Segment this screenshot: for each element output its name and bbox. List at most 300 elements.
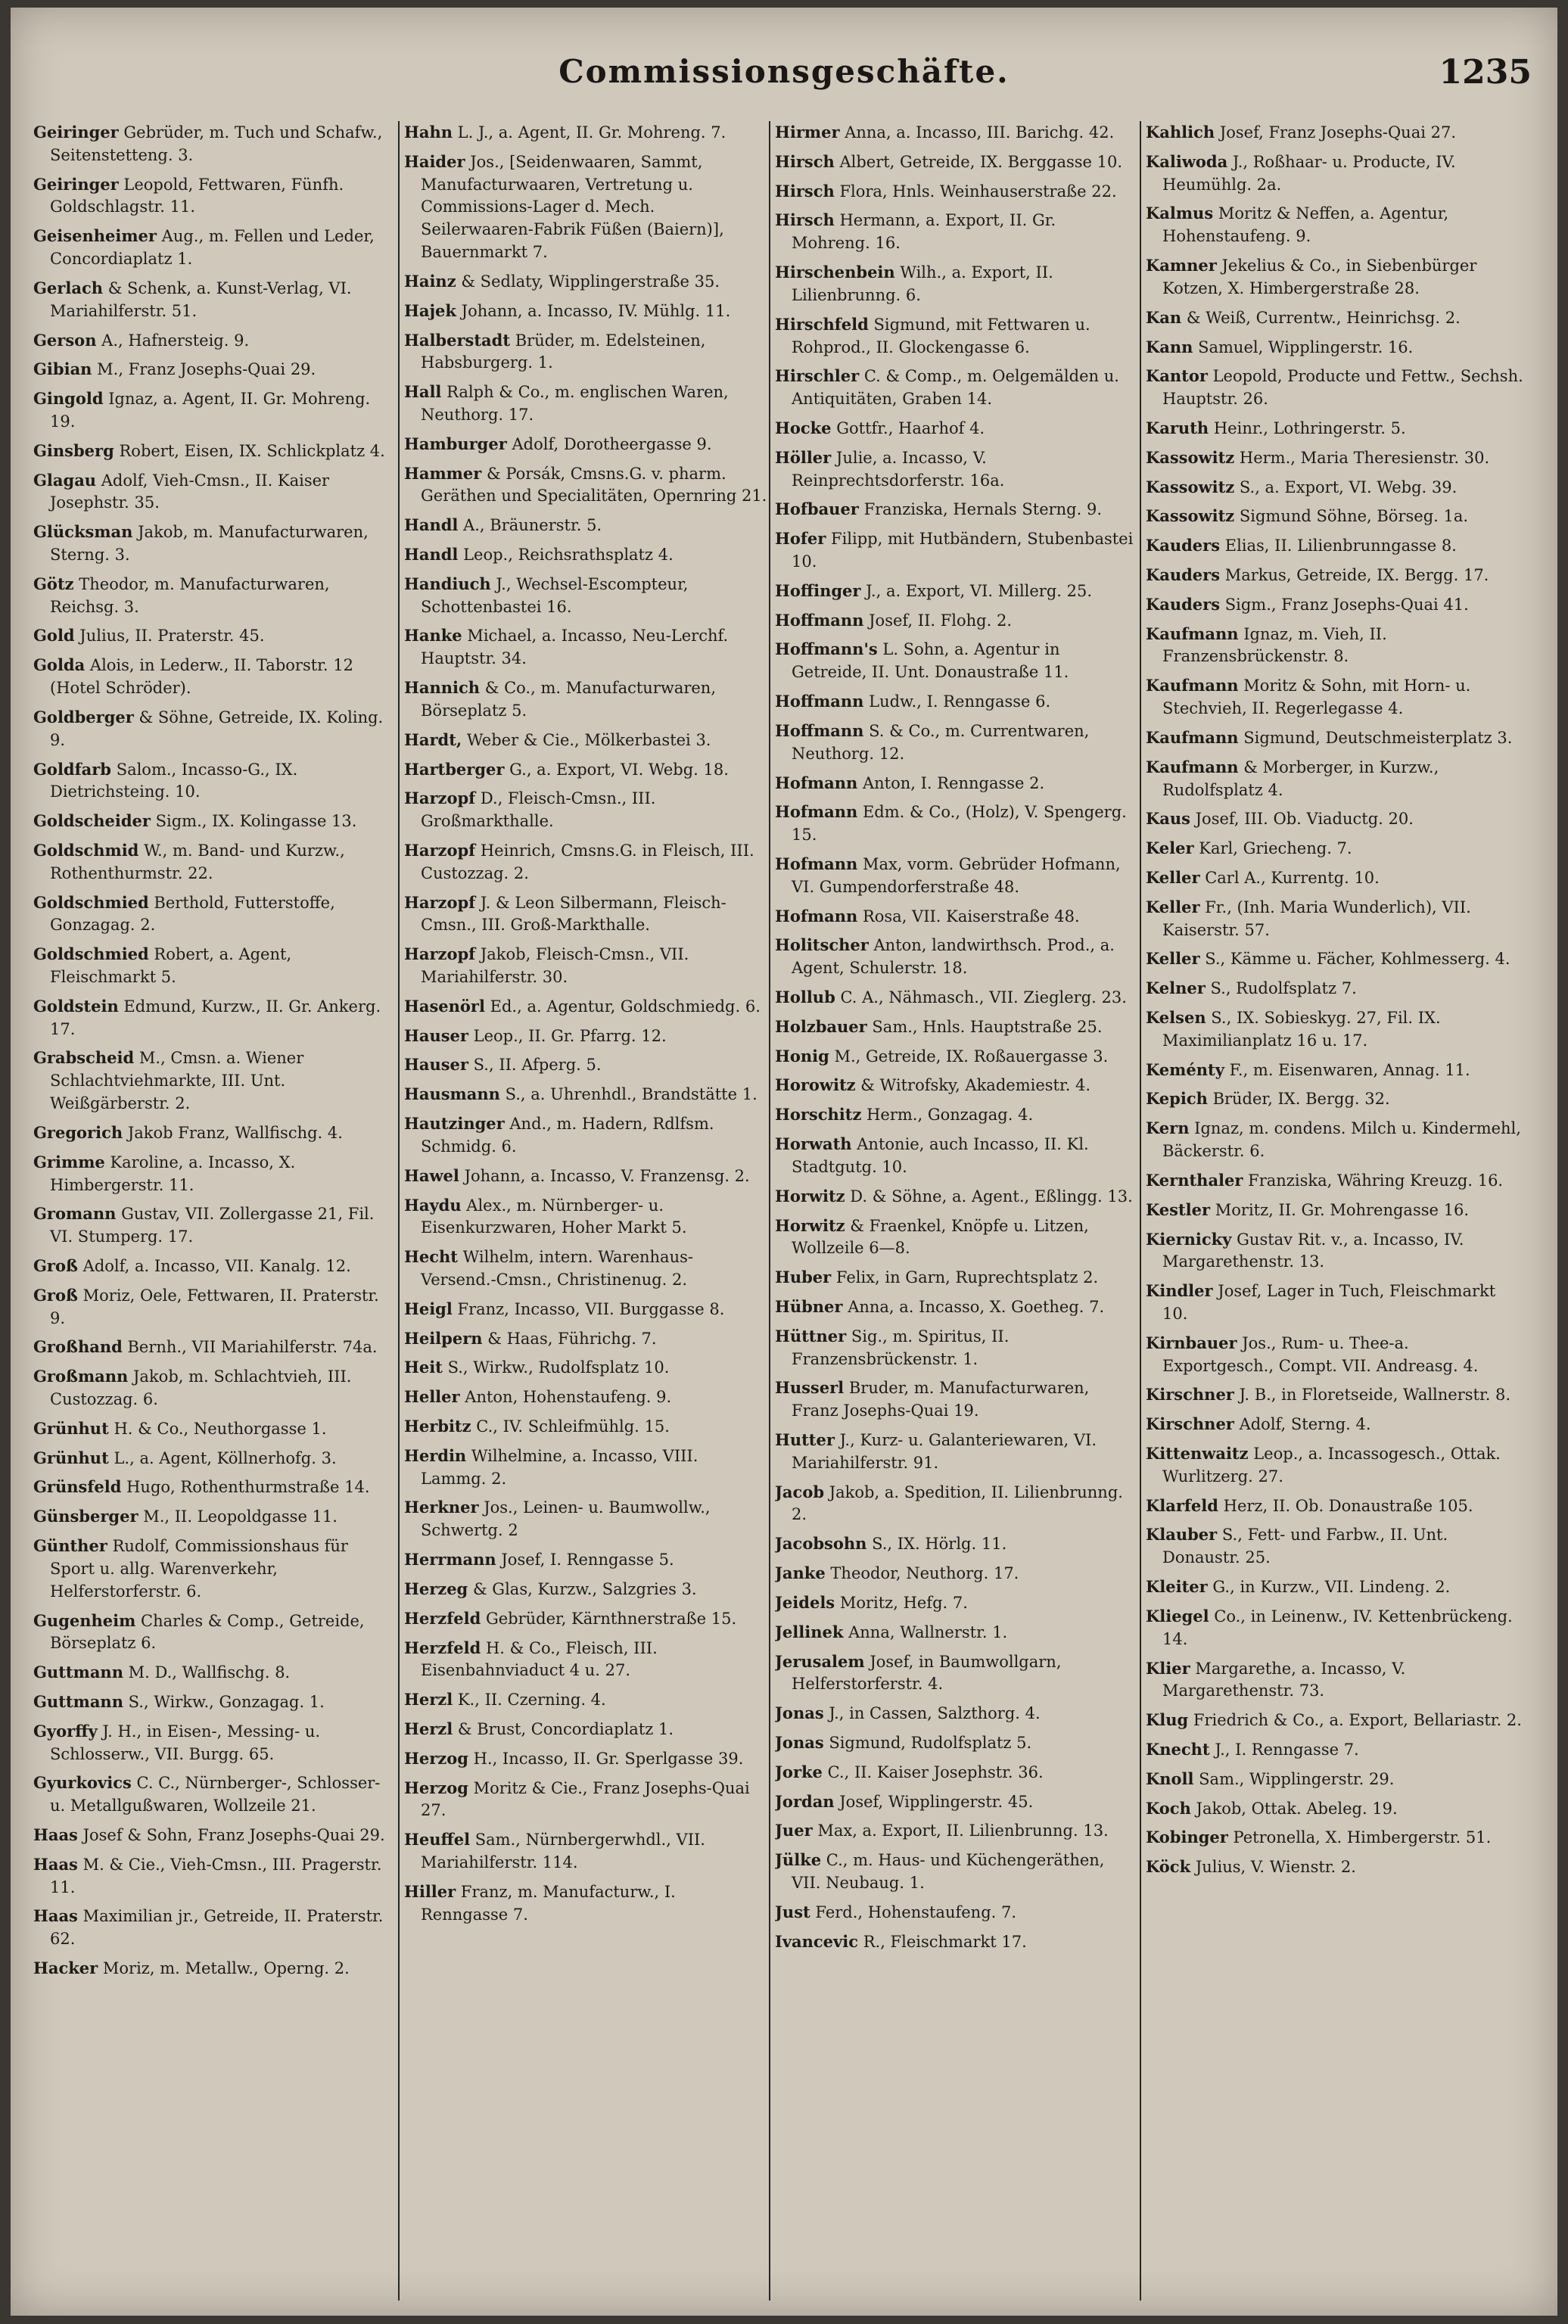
entry-details: D., Fleisch-Cmsn., III. Großmarkthalle. (421, 789, 656, 831)
entry-name: Keménty (1146, 1059, 1224, 1079)
entry-details: J. & Leon Silbermann, Fleisch-Cmsn., III. Groß-Markthalle. (421, 893, 726, 935)
directory-entry (404, 1777, 767, 1823)
entry-name: Klier (1146, 1658, 1190, 1678)
entry-name: Kelsen (1146, 1008, 1206, 1027)
directory-entry (33, 225, 397, 271)
entry-name: Hauser (404, 1055, 468, 1075)
entry-details: Fr., (Inh. Maria Wunderlich), VII. Kaiserstr. 57. (1162, 898, 1471, 939)
entry-details: S., IX. Sobieskyg. 27, Fil. IX. Maximilianplatz 16 u. 17. (1162, 1009, 1441, 1050)
directory-entry (775, 1045, 1138, 1069)
entry-details: Leop., a. Incassogesch., Ottak. Wurlitzerg. 27. (1162, 1445, 1501, 1486)
entry-details: H. & Co., Fleisch, III. Eisenbahnviaduct 4 u. 27. (421, 1638, 658, 1680)
directory-entry (775, 1562, 1138, 1585)
directory-entry (1146, 1856, 1524, 1879)
directory-entry (404, 381, 767, 427)
entry-details: Moritz, II. Gr. Mohrengasse 16. (1215, 1200, 1469, 1219)
entry-name: Hirsch (775, 181, 835, 201)
entry-name: Goldschmied (33, 892, 149, 912)
directory-entry (404, 1194, 767, 1240)
directory-entry (404, 624, 767, 670)
entry-name: Hirmer (775, 123, 840, 142)
entry-name: Kiernicky (1146, 1229, 1232, 1249)
entry-name: Kobinger (1146, 1828, 1228, 1847)
directory-entry (33, 810, 397, 833)
directory-entry (404, 1298, 767, 1321)
entry-details: Charles & Comp., Getreide, Börseplatz 6. (50, 1611, 365, 1653)
directory-entry (1146, 476, 1524, 499)
directory-entry (404, 891, 767, 938)
directory-entry (1146, 1413, 1524, 1436)
entry-name: Hirschenbein (775, 263, 895, 282)
entry-name: Hartberger (404, 759, 505, 779)
entry-details: K., II. Czerning. 4. (457, 1691, 606, 1710)
entry-details: Robert, Eisen, IX. Schlickplatz 4. (119, 441, 385, 460)
entry-name: Hollub (775, 988, 835, 1006)
entry-details: Anna, a. Incasso, X. Goetheg. 7. (848, 1297, 1105, 1316)
entry-details: Felix, in Garn, Ruprechtsplatz 2. (835, 1268, 1099, 1287)
directory-entry (404, 1828, 767, 1874)
entry-name: Günther (33, 1536, 107, 1556)
entry-details: J., I. Renngasse 7. (1215, 1740, 1359, 1759)
entry-name: Höller (775, 447, 832, 467)
directory-entry (1146, 534, 1524, 558)
entry-name: Kassowitz (1146, 506, 1235, 526)
entry-name: Goldstein (33, 996, 119, 1016)
directory-entry (404, 839, 767, 885)
entry-name: Handiuch (404, 574, 491, 593)
entry-name: Gregorich (33, 1122, 123, 1142)
entry-details: Herz, II. Ob. Donaustraße 105. (1223, 1496, 1473, 1515)
entry-name: Kernthaler (1146, 1170, 1243, 1190)
entry-name: Grimme (33, 1152, 105, 1171)
entry-details: S., Wirkw., Gonzagag. 1. (128, 1692, 325, 1711)
directory-entry (33, 654, 397, 700)
directory-entry (404, 787, 767, 833)
directory-entry (33, 1255, 397, 1278)
entry-name: Hocke (775, 418, 832, 437)
entry-details: Adolf, Dorotheergasse 9. (512, 434, 712, 453)
entry-name: Hiller (404, 1881, 456, 1901)
directory-entry (404, 1607, 767, 1631)
entry-name: Koch (1146, 1798, 1191, 1818)
entry-details: Ignaz, m. Vieh, II. Franzensbrückenstr. 8. (1162, 624, 1387, 666)
entry-name: Hübner (775, 1296, 843, 1316)
directory-entry (775, 934, 1138, 980)
entry-details: Jakob, Ottak. Abeleg. 19. (1196, 1799, 1398, 1818)
entry-details: Wilhelm, intern. Warenhaus-Versend.-Cmsn., Christinenug. 2. (421, 1248, 693, 1289)
directory-entry (1146, 1332, 1524, 1378)
entry-name: Grabscheid (33, 1048, 135, 1068)
directory-entry (404, 758, 767, 782)
directory-entry (33, 1824, 397, 1847)
entry-details: Heinrich, Cmsns.G. in Fleisch, III. Custozzag. 2. (421, 841, 754, 882)
entry-name: Holitscher (775, 935, 869, 955)
entry-name: Horowitz (775, 1075, 856, 1095)
directory-entry (33, 706, 397, 752)
directory-entry (404, 462, 767, 509)
entry-details: M. D., Wallfischg. 8. (128, 1663, 291, 1682)
directory-entry (1146, 564, 1524, 587)
entry-name: Gyurkovics (33, 1773, 132, 1793)
directory-entry (404, 995, 767, 1019)
directory-entry (1146, 254, 1524, 300)
entry-details: Johann, a. Incasso, IV. Mühlg. 11. (461, 301, 731, 320)
entry-details: Moritz & Sohn, mit Horn- u. Stechvieh, II. Regerlegasse 4. (1162, 677, 1471, 718)
entry-details: J., Wechsel-Escompteur, Schottenbastei 16. (421, 574, 689, 616)
entry-details: Jakob, a. Spedition, II. Lilienbrunng. 2. (792, 1482, 1123, 1524)
entry-name: Jeidels (775, 1592, 835, 1612)
entry-details: Anton, Hohenstaufeng. 9. (465, 1388, 672, 1407)
entry-name: Horwitz (775, 1186, 845, 1206)
entry-details: Alois, in Lederw., II. Taborstr. 12 (Hotel Schröder). (50, 656, 353, 698)
entry-details: Ed., a. Agentur, Goldschmiedg. 6. (490, 997, 761, 1016)
entry-details: Jos., [Seidenwaaren, Sammt, Manufacturwaaren, Vertretung u. Commissions-Lager d. Mech. Seilerwaaren-Fabrik Füßen (Baiern)], Bauernmarkt 7. (421, 152, 724, 262)
directory-entry (1146, 1826, 1524, 1850)
directory-entry (775, 1481, 1138, 1527)
entry-details: Josef, Franz Josephs-Quai 27. (1219, 123, 1457, 142)
directory-entry (775, 580, 1138, 603)
entry-details: Ludw., I. Renngasse 6. (869, 692, 1051, 711)
entry-name: Günsberger (33, 1507, 138, 1526)
entry-details: G., a. Export, VI. Webg. 18. (509, 760, 729, 779)
entry-details: Josef, Lager in Tuch, Fleischmarkt 10. (1162, 1282, 1496, 1323)
entry-name: Köck (1146, 1857, 1191, 1877)
entry-name: Knoll (1146, 1769, 1194, 1788)
directory-entry (33, 1535, 397, 1603)
page-number: 1235 (1439, 53, 1532, 92)
entry-name: Horschitz (775, 1105, 862, 1125)
directory-entry (33, 573, 397, 619)
entry-details: Gottfr., Haarhof 4. (836, 418, 985, 437)
entry-name: Groß (33, 1255, 78, 1275)
entry-details: Johann, a. Incasso, V. Franzensg. 2. (464, 1166, 750, 1185)
entry-name: Goldfarb (33, 759, 111, 779)
directory-entry (775, 446, 1138, 493)
entry-details: J., a. Export, VI. Millerg. 25. (866, 581, 1093, 600)
entry-name: Juer (775, 1821, 813, 1840)
directory-entry (33, 1905, 397, 1951)
entry-details: Sigmund, Rudolfsplatz 5. (829, 1733, 1032, 1752)
entry-details: Franziska, Hernals Sterng. 9. (863, 500, 1103, 519)
entry-details: Alex., m. Nürnberger- u. Eisenkurzwaren, Hoher Markt 5. (421, 1196, 687, 1237)
entry-name: Goldscheider (33, 811, 151, 831)
directory-page (11, 8, 1557, 2316)
directory-entry (404, 1747, 767, 1771)
directory-entry (1146, 1768, 1524, 1791)
directory-entry (1146, 1495, 1524, 1518)
entry-details: Berthold, Futterstoffe, Gonzagag. 2. (50, 893, 335, 935)
entry-name: Hofer (775, 529, 826, 549)
entry-details: M., Franz Josephs-Quai 29. (97, 360, 316, 379)
directory-column-3 (775, 121, 1138, 2301)
entry-details: Robert, a. Agent, Fleischmarkt 5. (50, 945, 292, 986)
directory-entry (1146, 1797, 1524, 1821)
directory-entry (404, 270, 767, 294)
directory-entry (404, 1637, 767, 1683)
entry-name: Jorke (775, 1762, 823, 1781)
directory-entry (33, 1610, 397, 1656)
entry-details: Sigm., IX. Kolingasse 13. (155, 812, 357, 831)
entry-details: Jekelius & Co., in Siebenbürger Kotzen, X. Himbergerstraße 28. (1162, 257, 1477, 297)
directory-entry (775, 1591, 1138, 1615)
entry-name: Kaufmann (1146, 757, 1239, 776)
directory-entry (404, 729, 767, 752)
entry-name: Just (775, 1902, 810, 1921)
entry-name: Kirschner (1146, 1385, 1234, 1405)
entry-details: Hugo, Rothenthurmstraße 14. (126, 1478, 370, 1497)
entry-name: Knecht (1146, 1739, 1210, 1759)
entry-name: Kliegel (1146, 1606, 1209, 1626)
directory-entry (1146, 505, 1524, 528)
entry-name: Keller (1146, 897, 1200, 916)
entry-name: Hasenörl (404, 996, 485, 1016)
directory-entry (1146, 1169, 1524, 1193)
entry-details: Antonie, auch Incasso, II. Kl. Stadtgutg. 10. (792, 1135, 1089, 1176)
entry-name: Herdin (404, 1445, 467, 1465)
directory-entry (404, 1881, 767, 1927)
page-title: Commissionsgeschäfte. (558, 53, 1010, 90)
directory-entry (33, 1122, 397, 1145)
directory-entry (404, 943, 767, 989)
entry-name: Herzog (404, 1748, 468, 1768)
entry-details: Ferd., Hohenstaufeng. 7. (815, 1902, 1017, 1921)
entry-details: Theodor, m. Manufacturwaren, Reichsg. 3. (50, 574, 330, 616)
entry-details: Sigmund, mit Fettwaren u. Rohprod., II. Glockengasse 6. (792, 315, 1090, 356)
entry-details: C., IV. Schleifmühlg. 15. (476, 1417, 670, 1436)
entry-details: Adolf, Vieh-Cmsn., II. Kaiser Josephstr. 35. (50, 471, 330, 512)
entry-details: Jakob, m. Manufacturwaren, Sterng. 3. (50, 523, 369, 564)
entry-name: Hecht (404, 1247, 458, 1267)
entry-details: Petronella, X. Himbergerstr. 51. (1233, 1828, 1492, 1847)
entry-details: Adolf, a. Incasso, VII. Kanalg. 12. (82, 1256, 351, 1275)
entry-details: Markus, Getreide, IX. Bergg. 17. (1224, 566, 1489, 584)
entry-details: Moritz & Cie., Franz Josephs-Quai 27. (421, 1778, 750, 1820)
entry-details: Filipp, mit Hutbändern, Stubenbastei 10. (792, 530, 1134, 571)
directory-entry (404, 1327, 767, 1351)
directory-entry (775, 1901, 1138, 1924)
entry-details: Karoline, a. Incasso, X. Himbergerstr. 11. (50, 1153, 296, 1194)
directory-entry (1146, 202, 1524, 248)
entry-name: Halberstadt (404, 330, 511, 350)
directory-entry (775, 1103, 1138, 1127)
directory-entry (404, 1025, 767, 1048)
entry-name: Goldberger (33, 707, 134, 726)
directory-entry (775, 720, 1138, 766)
entry-details: & Porsák, Cmsns.G. v. pharm. Geräthen und Specialitäten, Opernring 21. (421, 464, 767, 506)
directory-entry (775, 313, 1138, 359)
directory-entry (775, 1266, 1138, 1290)
directory-entry (33, 1047, 397, 1115)
entry-details: Edmund, Kurzw., II. Gr. Ankerg. 17. (50, 997, 381, 1038)
directory-entry (404, 1415, 767, 1439)
directory-entry (775, 853, 1138, 899)
directory-entry (1146, 1199, 1524, 1222)
directory-entry (775, 417, 1138, 440)
directory-entry (1146, 1657, 1524, 1703)
entry-name: Haydu (404, 1195, 462, 1215)
directory-entry (775, 638, 1138, 684)
directory-entry (33, 1772, 397, 1818)
directory-entry (1146, 1709, 1524, 1732)
entry-name: Grünhut (33, 1448, 109, 1467)
entry-details: Friedrich & Co., a. Export, Bellariastr. 2. (1193, 1711, 1522, 1730)
entry-details: Julius, II. Praterstr. 45. (79, 627, 265, 646)
directory-entry (404, 1718, 767, 1741)
directory-entry (1146, 1059, 1524, 1082)
directory-entry (1146, 1228, 1524, 1274)
entry-name: Hofmann (775, 906, 858, 926)
directory-entry (404, 121, 767, 145)
entry-name: Hauser (404, 1025, 468, 1045)
entry-name: Kaufmann (1146, 624, 1239, 643)
directory-entry (775, 1731, 1138, 1755)
entry-name: Jonas (775, 1732, 824, 1752)
entry-name: Gingold (33, 389, 104, 409)
entry-name: Kamner (1146, 256, 1217, 275)
entry-name: Kahlich (1146, 123, 1215, 142)
directory-entry (775, 1133, 1138, 1179)
directory-entry (33, 1336, 397, 1359)
entry-name: Harzopf (404, 944, 476, 964)
page-header (11, 53, 1557, 121)
directory-entry (404, 329, 767, 375)
entry-details: Herm., Maria Theresienstr. 30. (1239, 448, 1490, 467)
entry-name: Gugenheim (33, 1610, 136, 1630)
entry-details: L. Sohn, a. Agentur in Getreide, II. Unt. Donaustraße 11. (792, 640, 1069, 682)
entry-name: Hoffmann (775, 610, 864, 630)
directory-entry (1146, 1442, 1524, 1489)
entry-details: Franz, Incasso, VII. Burggasse 8. (457, 1299, 725, 1318)
entry-name: Herbitz (404, 1417, 471, 1436)
directory-entry (775, 905, 1138, 929)
entry-name: Kaus (1146, 809, 1190, 829)
entry-details: C., m. Haus- und Küchengeräthen, VII. Neubaug. 1. (792, 1851, 1105, 1892)
entry-name: Groß (33, 1285, 78, 1305)
entry-name: Handl (404, 545, 459, 564)
entry-details: Anton, I. Renngasse 2. (862, 773, 1045, 792)
directory-column-4 (1146, 121, 1524, 2301)
entry-name: Heit (404, 1358, 443, 1377)
directory-entry (775, 609, 1138, 633)
entry-name: Haas (33, 1854, 78, 1874)
directory-entry (1146, 336, 1524, 359)
directory-entry (775, 1016, 1138, 1039)
entry-details: Salom., Incasso-G., IX. Dietrichsteing. 10. (50, 760, 298, 801)
entry-details: And., m. Hadern, Rdlfsm. Schmidg. 6. (421, 1115, 714, 1156)
entry-details: & Witrofsky, Akademiestr. 4. (860, 1076, 1091, 1095)
entry-name: Grünhut (33, 1418, 109, 1438)
entry-name: Kelner (1146, 978, 1206, 998)
directory-entry (404, 1246, 767, 1292)
entry-details: Sam., Hnls. Hauptstraße 25. (872, 1017, 1103, 1036)
entry-details: G., in Kurzw., VII. Lindeng. 2. (1212, 1578, 1451, 1597)
entry-name: Hanke (404, 626, 462, 646)
directory-entry (1146, 151, 1524, 197)
directory-entry (1146, 623, 1524, 669)
directory-entry (775, 180, 1138, 204)
directory-entry (404, 1688, 767, 1712)
entry-name: Glücksman (33, 522, 133, 542)
entry-details: Sig., m. Spiritus, II. Franzensbrückenstr. 1. (792, 1327, 1010, 1368)
entry-name: Haider (404, 151, 465, 171)
entry-name: Jellinek (775, 1622, 844, 1641)
directory-entry (404, 1356, 767, 1380)
directory-entry (33, 1151, 397, 1197)
entry-name: Herzfeld (404, 1608, 481, 1628)
entry-name: Hainz (404, 271, 456, 291)
entry-details: Leopold, Fettwaren, Fünfh. Goldschlagstr. 11. (50, 175, 344, 216)
entry-details: H., Incasso, II. Gr. Sperlgasse 39. (473, 1749, 744, 1768)
entry-details: Sigmund, Deutschmeisterplatz 3. (1243, 728, 1513, 747)
directory-entry (1146, 1605, 1524, 1651)
entry-name: Hirsch (775, 210, 835, 230)
entry-details: & Fraenkel, Knöpfe u. Litzen, Wollzeile 6—8. (792, 1216, 1089, 1258)
entry-name: Hüttner (775, 1326, 847, 1346)
entry-details: Leopold, Producte und Fettw., Sechsh. Hauptstr. 26. (1162, 367, 1523, 409)
entry-details: M. & Cie., Vieh-Cmsn., III. Pragerstr. 11. (50, 1855, 382, 1896)
entry-name: Hofmann (775, 773, 858, 792)
entry-details: Gustav, VII. Zollergasse 21, Fil. VI. Stumperg. 17. (50, 1205, 375, 1246)
directory-column-2 (404, 121, 767, 2301)
entry-name: Hutter (775, 1430, 835, 1449)
entry-name: Herzl (404, 1719, 453, 1738)
entry-name: Geiringer (33, 123, 119, 142)
entry-details: Moritz & Neffen, a. Agentur, Hohenstaufeng. 9. (1162, 204, 1449, 246)
entry-name: Geiringer (33, 174, 119, 194)
entry-details: S. & Co., m. Currentwaren, Neuthorg. 12. (792, 721, 1090, 763)
entry-name: Hirsch (775, 151, 835, 171)
directory-entry (775, 1325, 1138, 1371)
entry-details: Moriz, m. Metallw., Operng. 2. (102, 1959, 350, 1978)
directory-entry (33, 1720, 397, 1766)
directory-entry (775, 498, 1138, 521)
entry-details: C. & Comp., m. Oelgemälden u. Antiquitäten, Graben 14. (792, 367, 1119, 409)
directory-entry (1146, 837, 1524, 860)
directory-entry (1146, 446, 1524, 470)
entry-name: Jülke (775, 1850, 822, 1870)
entry-name: Holzbauer (775, 1016, 867, 1036)
entry-name: Herzl (404, 1690, 453, 1710)
directory-entry (1146, 1576, 1524, 1599)
directory-entry (775, 1185, 1138, 1209)
entry-details: Sam., Wipplingerstr. 29. (1199, 1769, 1395, 1788)
entry-details: & Co., m. Manufacturwaren, Börseplatz 5. (421, 679, 717, 720)
directory-entry (1146, 726, 1524, 750)
entry-name: Gerson (33, 330, 97, 350)
entry-name: Kan (1146, 307, 1182, 327)
directory-entry (33, 358, 397, 381)
entry-name: Harzopf (404, 892, 476, 912)
entry-details: D. & Söhne, a. Agent., Eßlingg. 13. (850, 1187, 1133, 1206)
entry-name: Kauders (1146, 594, 1221, 614)
entry-details: Julius, V. Wienstr. 2. (1195, 1858, 1356, 1877)
entry-name: Kaliwoda (1146, 151, 1228, 171)
entry-details: S., Kämme u. Fächer, Kohlmesserg. 4. (1205, 950, 1510, 969)
entry-details: L. J., a. Agent, II. Gr. Mohreng. 7. (457, 123, 726, 142)
entry-details: Gebrüder, Kärnthnerstraße 15. (485, 1609, 737, 1628)
entry-details: Sam., Nürnbergerwhdl., VII. Mariahilferstr. 114. (421, 1831, 705, 1871)
directory-entry (33, 1505, 397, 1529)
entry-details: & Glas, Kurzw., Salzgries 3. (472, 1579, 697, 1598)
entry-name: Harzopf (404, 840, 476, 860)
entry-details: A., Hafnersteig. 9. (101, 331, 250, 350)
entry-details: Brüder, m. Edelsteinen, Habsburgerg. 1. (421, 331, 706, 372)
directory-entry (1146, 756, 1524, 802)
entry-name: Hautzinger (404, 1114, 505, 1134)
entry-name: Golda (33, 655, 86, 675)
entry-details: Anna, a. Incasso, III. Barichg. 42. (845, 123, 1115, 142)
directory-entry (404, 1578, 767, 1601)
